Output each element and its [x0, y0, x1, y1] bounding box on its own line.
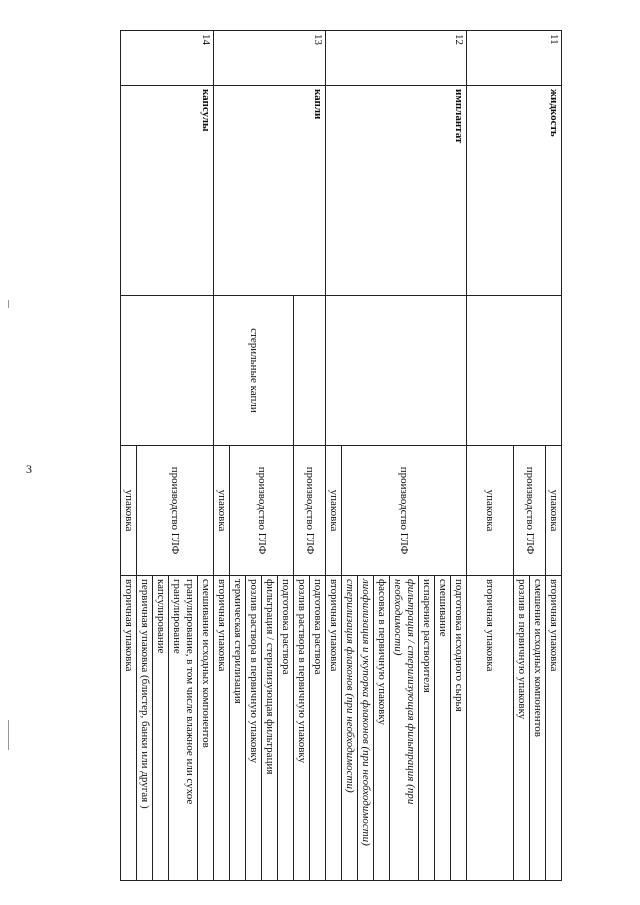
operation-cell: смешивание исходных компонентов — [198, 576, 214, 881]
subtype-cell — [326, 296, 467, 446]
operation-cell: вторичная упаковка — [121, 576, 137, 881]
dosage-form-name: жидкость — [467, 86, 562, 296]
operation-cell: стерилизация флаконов (при необходимости) — [342, 576, 358, 881]
operation-cell: первичная упаковка (блистер, банки или другая ) — [137, 576, 153, 881]
operation-cell: термическая стерилизация — [230, 576, 246, 881]
row-number: 14 — [121, 31, 214, 86]
row-number: 11 — [467, 31, 562, 86]
stage-cell: упаковка — [467, 446, 514, 576]
table-row-14 — [198, 31, 214, 881]
subtype-cell — [467, 296, 562, 446]
stage-cell: упаковка — [546, 446, 562, 576]
page-number: 3 — [26, 462, 32, 476]
operation-cell: фильтрация / стерилизующая фильтрация (при необходимости) — [390, 576, 419, 881]
operation-cell: подготовка раствора — [310, 576, 326, 881]
stage-cell: упаковка — [326, 446, 342, 576]
stage-cell: производство ГЛФ — [137, 446, 214, 576]
stage-cell: упаковка — [121, 446, 137, 576]
stage-cell: производство ГЛФ — [294, 446, 326, 576]
dosage-form-name: капсулы — [121, 86, 214, 296]
rotated-table-container — [57, 30, 562, 880]
scan-mark-left — [8, 300, 9, 308]
stage-cell: производство ГЛФ — [342, 446, 467, 576]
operation-cell: смешивание — [435, 576, 451, 881]
subtype-cell — [121, 296, 214, 446]
operation-cell: розлив раствора в первичную упаковку — [294, 576, 310, 881]
operation-cell: фасовка в первичную упаковку — [374, 576, 390, 881]
operation-cell: розлив в первичную упаковку — [514, 576, 530, 881]
stage-cell: производство ГЛФ — [230, 446, 294, 576]
operation-cell: смешение исходных компонентов — [530, 576, 546, 881]
row-number: 13 — [214, 31, 326, 86]
operation-cell: лиофилизация и укупорка флаконов (при необходимости) — [358, 576, 374, 881]
table-row-13 — [310, 31, 326, 881]
operation-cell: вторичная упаковка — [546, 576, 562, 881]
table-row-11 — [546, 31, 562, 881]
operation-cell: гранулирование, в том числе влажное или сухое гранулирование — [169, 576, 198, 881]
operation-cell: подготовка раствора — [278, 576, 294, 881]
stage-cell: производство ГЛФ — [514, 446, 546, 576]
subtype-cell: стерильные капли — [214, 296, 294, 446]
operation-cell: подготовка исходного сырья — [451, 576, 467, 881]
operation-cell: испарение растворителя — [419, 576, 435, 881]
operation-cell: розлив раствора в первичную упаковку — [246, 576, 262, 881]
row-number: 12 — [326, 31, 467, 86]
operation-cell: фильтрация / стерилизующая фильтрация — [262, 576, 278, 881]
dosage-form-name: имплантат — [326, 86, 467, 296]
operation-cell: вторичная упаковка — [467, 576, 514, 881]
operation-cell: капсулирование — [153, 576, 169, 881]
stage-cell: упаковка — [214, 446, 230, 576]
scan-mark-left-2 — [8, 720, 9, 750]
operation-cell: вторичная упаковка — [326, 576, 342, 881]
production-stages-table — [120, 30, 562, 881]
table-row-12 — [451, 31, 467, 881]
subtype-cell — [294, 296, 326, 446]
operation-cell: вторичная упаковка — [214, 576, 230, 881]
dosage-form-name: капли — [214, 86, 326, 296]
